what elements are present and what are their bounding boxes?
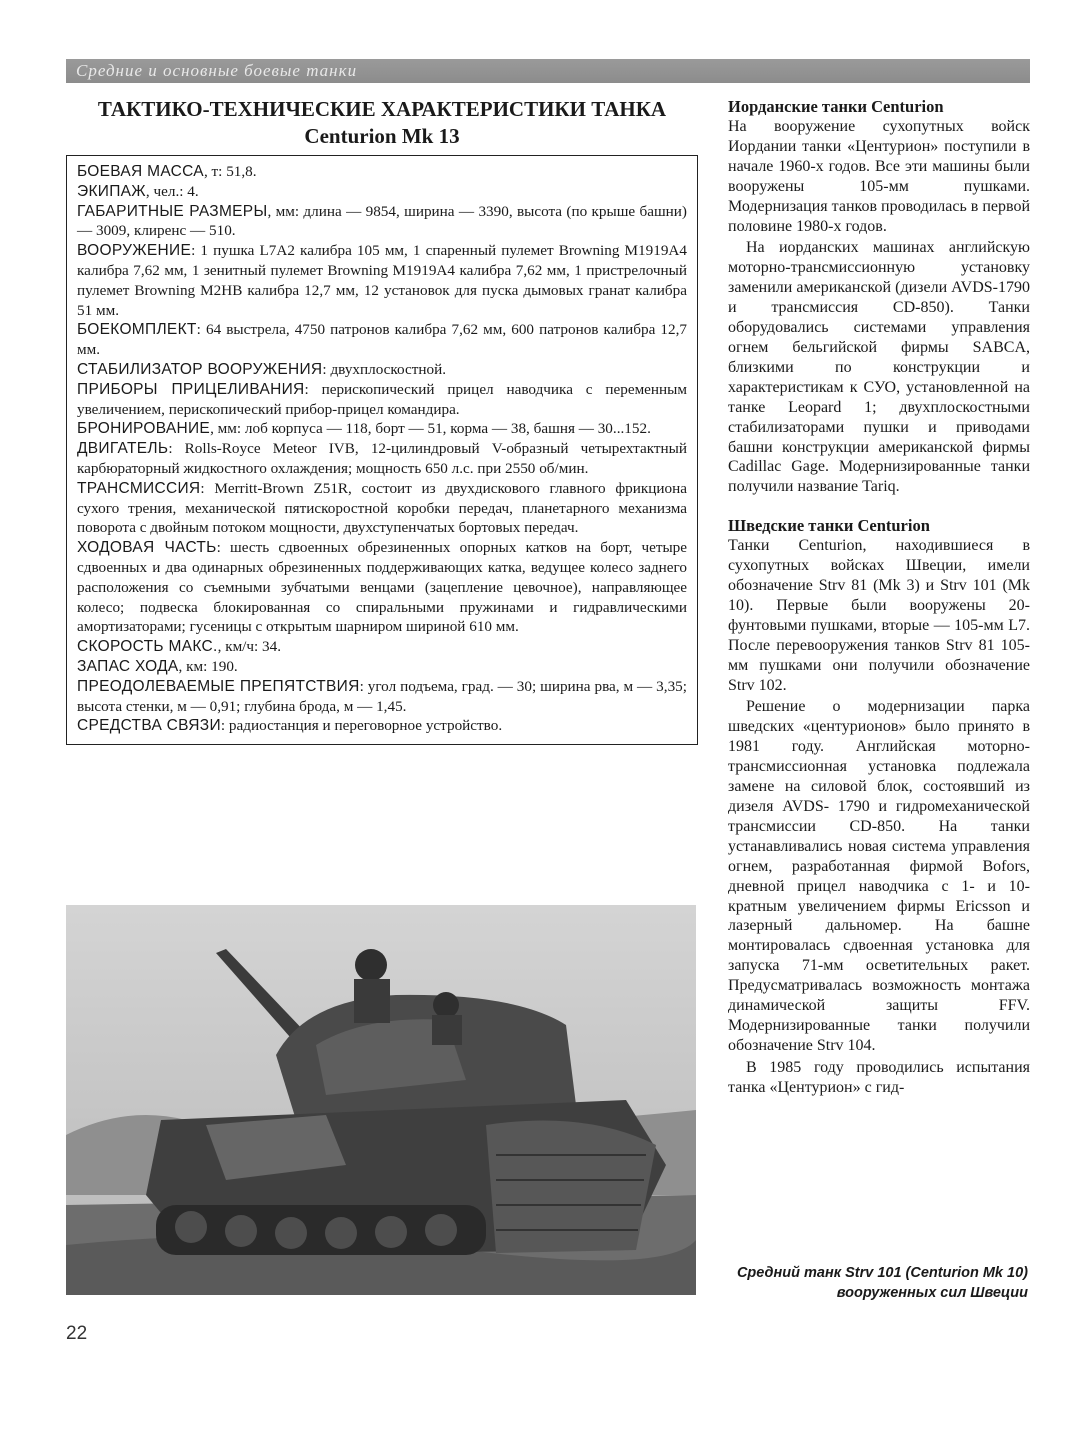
specs-title-line2: Centurion Mk 13 [304,124,460,148]
tank-photo [66,905,696,1295]
sweden-paragraph-3: В 1985 году проводились испытания танка «Центурион» с гид- [728,1058,1030,1096]
spec-item: ПРЕОДОЛЕВАЕМЫЕ ПРЕПЯТСТВИЯ: угол подъема, град. — 30; ширина рва, м — 3,35; высота стенки, м — 0,91; глубина брода, м — 1,45. [77,677,687,715]
text-column [728,96,1030,1098]
specs-title-line1: ТАКТИКО-ТЕХНИЧЕСКИЕ ХАРАКТЕРИСТИКИ ТАНКА [97,97,667,121]
spec-item: СТАБИЛИЗАТОР ВООРУЖЕНИЯ: двухплоскостной. [77,360,447,378]
section-title: Средние и основные боевые танки [76,61,358,80]
jordan-paragraph-1: На вооружение сухопутных войск Иордании танки «Центурион» поступили в начале 1960-х годов. Все эти машины были вооружены 105-мм пушками. Модернизация танков проводилась в первой половине 1980-х годов. [728,118,1030,235]
spec-item: ПРИБОРЫ ПРИЦЕЛИВАНИЯ: перископический прицел наводчика с переменным увеличением, перископический прибор-прицел командира. [77,380,687,418]
spec-item: ХОДОВАЯ ЧАСТЬ: шесть сдвоенных обрезиненных опорных катков на борт, четыре сдвоенных и два одинарных обрезиненных поддерживающих катка, ведущее колесо заднего расположения со съемными зубчатыми венцами (зацепление цевочное), направляющее колесо; подвеска блокированная со спиральными пружинами и гидравлическими амортизаторами; гусеницы с открытым шарниром шириной 610 мм. [77,539,687,636]
spec-item: БОЕКОМПЛЕКТ: 64 выстрела, 4750 патронов калибра 7,62 мм, 600 патронов калибра 12,7 мм. [77,321,687,359]
jordan-paragraph-2: На иорданских машинах английскую моторно-трансмиссионную установку заменили американской (дизели AVDS-1790 и трансмиссия CD-850). Танки оборудовались системами управления огнем бельгийской фирмы SABCA, близкими по конструкции и характеристикам к СУО, установленной на танке Leopard 1; двухплоскостными стабилизаторами пушки и приводами башни конструкции американской фирмы Cadillac Gage. Модернизированные танки получили название Tariq. [728,239,1030,496]
spec-item: ДВИГАТЕЛЬ: Rolls-Royce Meteor IVB, 12-цилиндровый V-образный четырехтактный карбюраторный жидкостного охлаждения; мощность 650 л.с. при 2550 об/мин. [77,440,687,477]
spec-item: ГАБАРИТНЫЕ РАЗМЕРЫ, мм: длина — 9854, ширина — 3390, высота (по крыше башни) — 3009, клиренс — 510. [77,202,687,240]
spec-item: СРЕДСТВА СВЯЗИ: радиостанция и переговорное устройство. [77,717,503,735]
jordan-heading: Иорданские танки Centurion [728,97,944,116]
spec-item: БРОНИРОВАНИЕ, мм: лоб корпуса — 118, борт — 51, корма — 38, башня — 30...152. [77,420,651,438]
photo-caption: Средний танк Strv 101 (Centurion Mk 10) вооруженных сил Швеции [736,1265,1028,1301]
spec-item: ЗАПАС ХОДА, км: 190. [77,657,238,675]
specs-column [66,96,698,745]
sweden-heading: Шведские танки Centurion [728,516,930,536]
spec-item: ТРАНСМИССИЯ: Merritt-Brown Z51R, состоит из двухдискового главного фрикциона сухого трения, механической пятискоростной коробки передач, планетарного механизма поворота с двойным потоком мощности, двухступенчатых бортовых передач. [77,479,687,537]
spec-item: ВООРУЖЕНИЕ: 1 пушка L7A2 калибра 105 мм, 1 спаренный пулемет Browning M1919A4 калибра 7,62 мм, 1 зенитный пулемет Browning M1919A4 калибра 7,62 мм, 1 пристрелочный пулемет Browning M2HB калибра 12,7 мм, 12 установок для пуска дымовых гранат калибра 51 мм. [77,242,687,319]
specs-box [66,155,698,745]
spec-item: ЭКИПАЖ, чел.: 4. [77,182,199,200]
spec-item: БОЕВАЯ МАССА, т: 51,8. [77,163,257,180]
spec-item: СКОРОСТЬ МАКС., км/ч: 34. [77,638,282,656]
sweden-paragraph-1: Танки Centurion, находившиеся в сухопутных войсках Швеции, имели обозначение Strv 81 (Mk 3) и Strv 101 (Mk 10). Первые были вооружены 20-фунтовыми пушками, вторые — 105-мм L7. После перевооружения танков Strv 81 105-мм пушками они получили обозначение Strv 102. [728,537,1030,694]
tank-illustration [66,905,696,1295]
page-number: 22 [66,1323,88,1344]
sweden-paragraph-2: Решение о модернизации парка шведских «центурионов» было принято в 1981 году. Английская моторно-трансмиссионная установка подлежала замене на силовой блок, состоявший из дизеля AVDS- 1790 и гидромеханической трансмиссии CD-850. На танки устанавливались новая система управления огнем, разработанная фирмой Bofors, дневной прицел наводчика с 1- и 10-кратным увеличением фирмы Ericsson и лазерный дальномер. На башне монтировалась сдвоенная установка для запуска 71-мм осветительных ракет. Предусматривалась возможность монтажа динамической защиты FFV. Модернизированные танки получили обозначение Strv 104. [728,698,1030,1054]
section-spacer [728,497,1030,515]
section-header-bar [66,59,1030,83]
specs-title [66,96,698,150]
